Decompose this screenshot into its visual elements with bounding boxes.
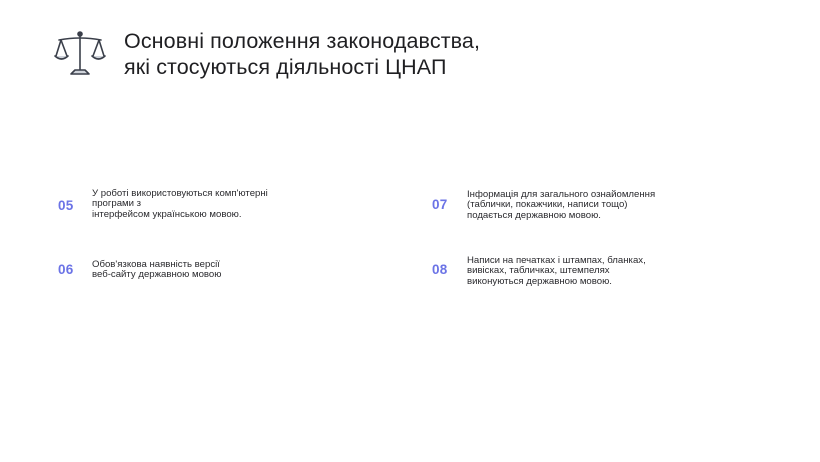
item-text — [467, 190, 655, 221]
item-text-line: подається державною мовою. — [467, 209, 601, 221]
item-text — [467, 256, 646, 287]
item-text-line: Обов'язкова наявність версії — [92, 259, 220, 270]
item-text-line: Написи на печатках і штампах, бланках, — [467, 255, 646, 266]
item-text-line: інтерфейсом українською мовою. — [92, 208, 242, 220]
item-text — [92, 260, 221, 281]
item-text-line: програми з — [92, 198, 142, 210]
item-text-line: вивісках, табличках, штемпелях — [467, 265, 610, 277]
item-number: 07 — [432, 197, 448, 212]
item-number: 08 — [432, 262, 448, 277]
scales-icon — [54, 30, 106, 78]
item-text-line: У роботі використовуються комп'ютерні — [92, 188, 268, 199]
title-line-2: які стосуються діяльності ЦНАП — [124, 55, 447, 79]
item-text-line: виконуються державною мовою. — [467, 275, 612, 287]
page-title — [124, 28, 480, 80]
title-line-1: Основні положення законодавства, — [124, 29, 481, 53]
item-text-line: Інформація для загального ознайомлення — [467, 189, 656, 200]
item-number: 05 — [58, 198, 74, 213]
item-text — [92, 189, 268, 220]
item-text-line: веб-сайту державною мовою — [92, 269, 222, 281]
item-text-line: (таблички, покажчики, написи тощо) — [467, 199, 628, 211]
item-number: 06 — [58, 262, 74, 277]
